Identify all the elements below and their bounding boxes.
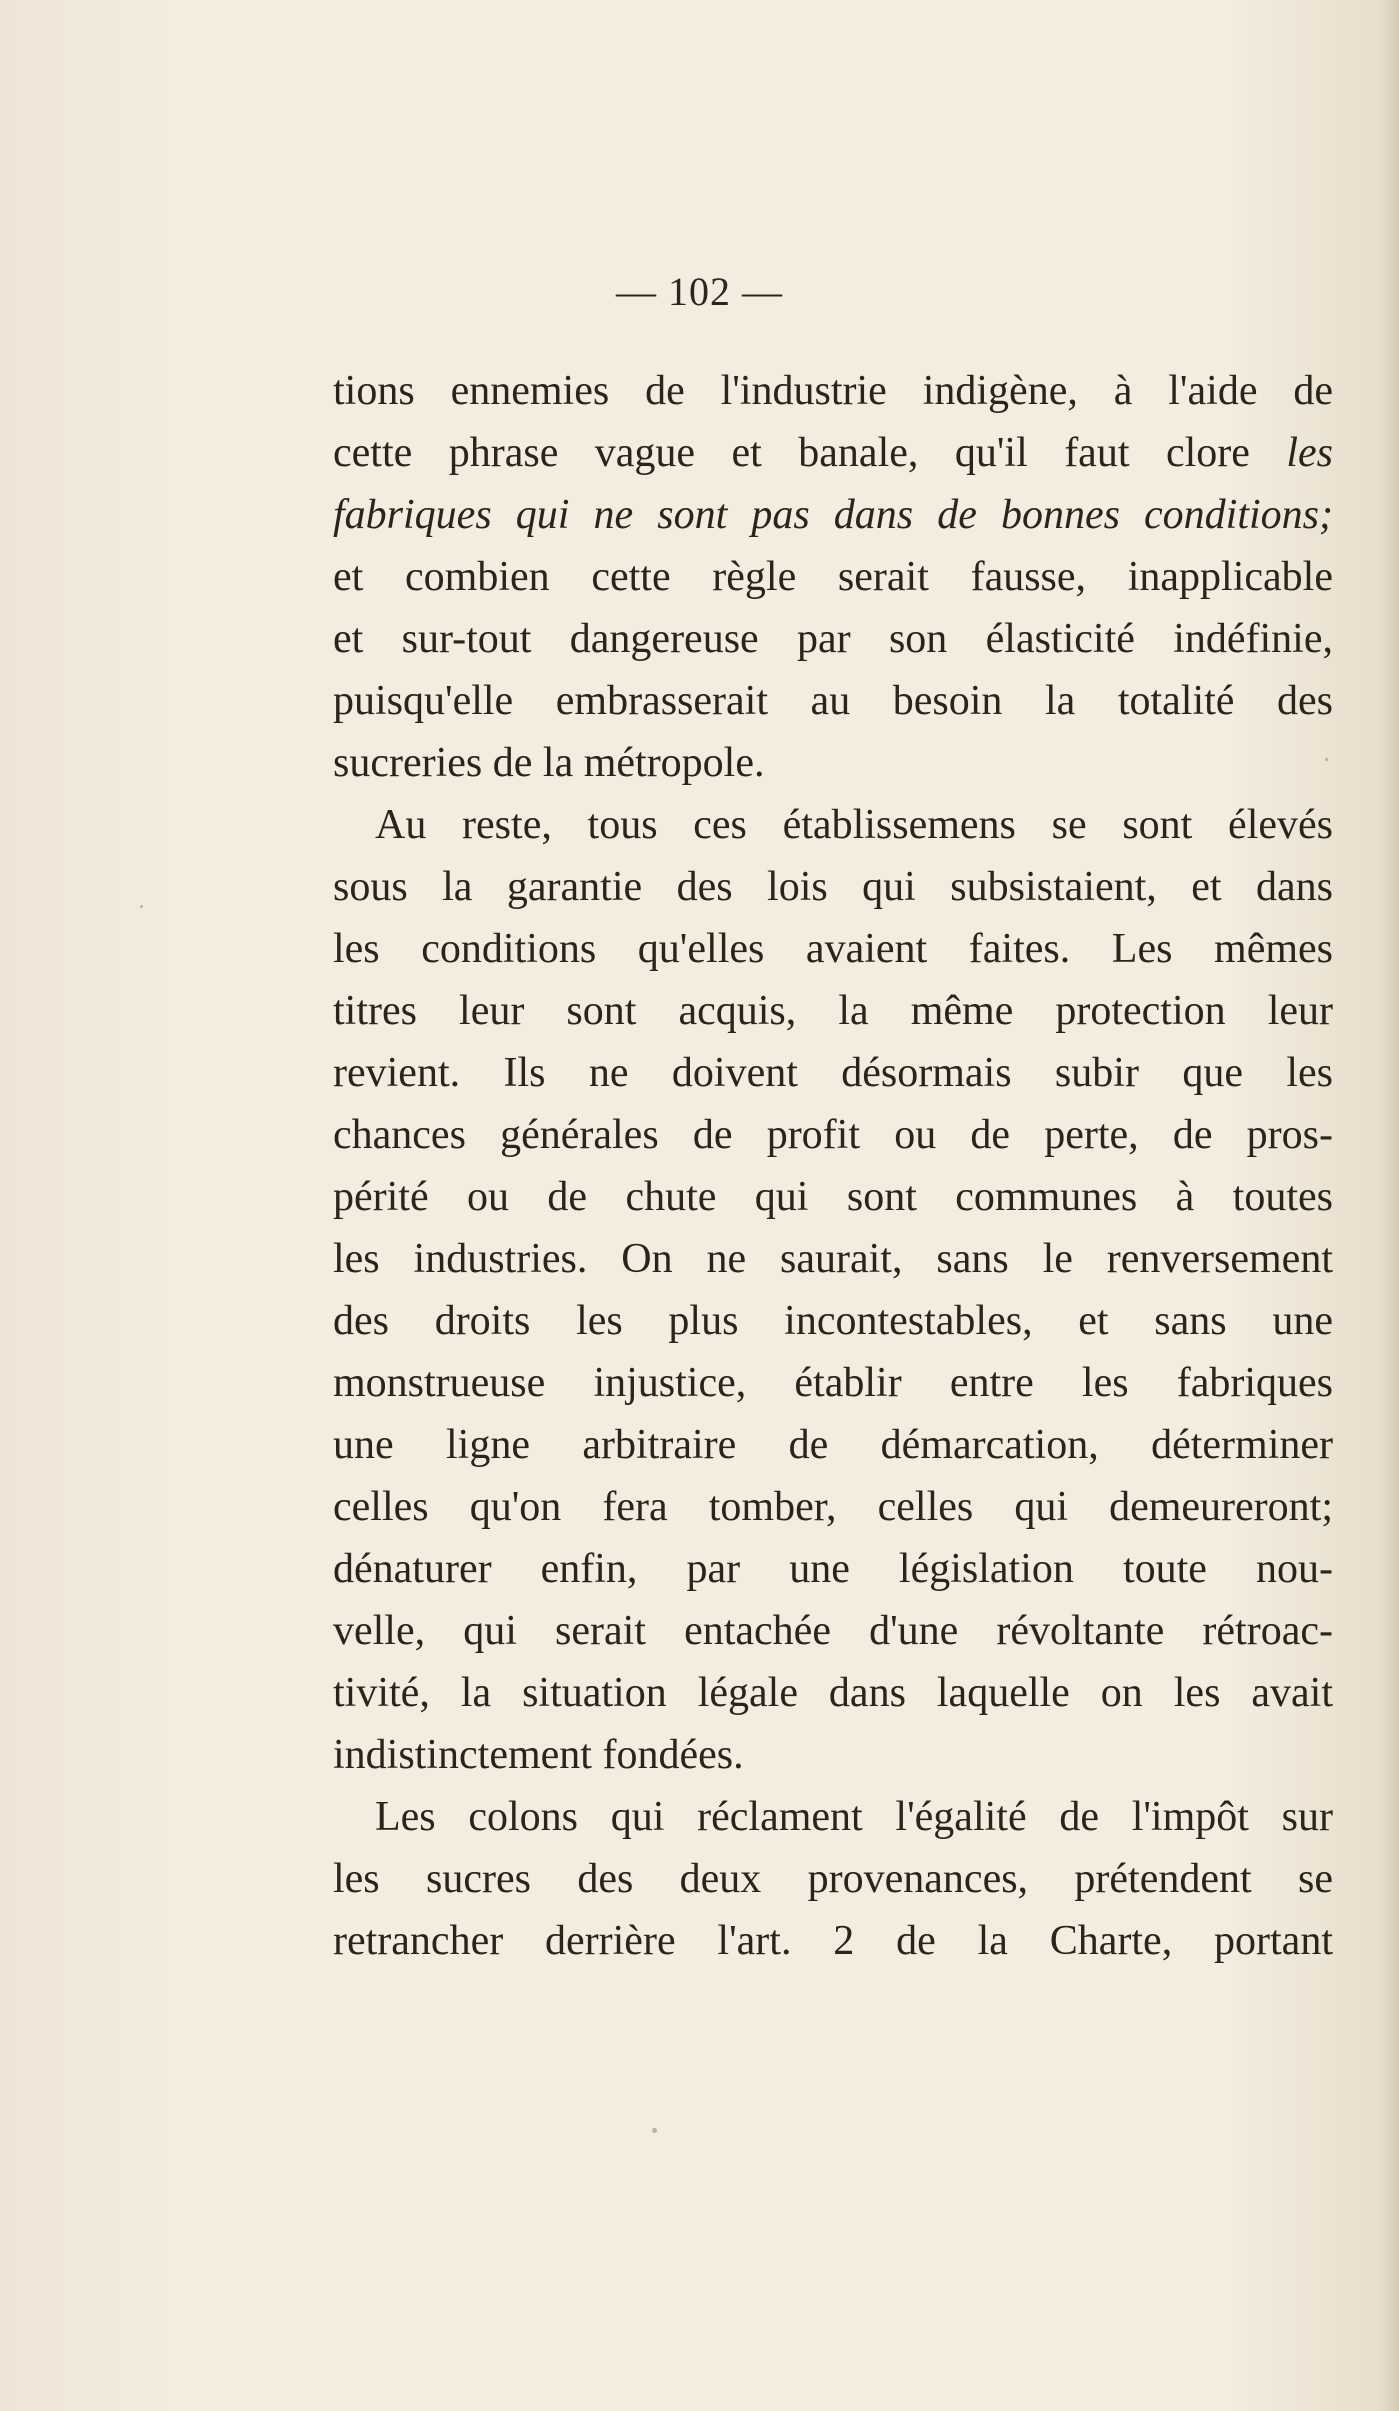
text-line: chances générales de profit ou de perte, de pros- [333, 1112, 1333, 1158]
page-edge-shadow [1381, 0, 1399, 2411]
text-line: indistinctement fondées. [333, 1732, 744, 1778]
page-number: — 102 — [616, 269, 783, 314]
text-line: titres leur sont acquis, la même protection leur [333, 988, 1333, 1034]
text-line: velle, qui serait entachée d'une révoltante rétroac- [333, 1608, 1333, 1654]
text-line: tions ennemies de l'industrie indigène, à l'aide de [333, 368, 1333, 414]
text-line: Les colons qui réclament l'égalité de l'impôt sur [375, 1794, 1333, 1840]
text-line: les conditions qu'elles avaient faites. Les mêmes [333, 926, 1333, 972]
text-fragment: cette phrase vague et banale, qu'il faut clore [333, 430, 1250, 476]
paper-speck [140, 905, 143, 908]
text-line [333, 422, 1333, 484]
text-line: celles qu'on fera tomber, celles qui demeureront; [333, 1484, 1333, 1530]
italic-text: les [1286, 430, 1333, 476]
text-line: tivité, la situation légale dans laquelle on les avait [333, 1670, 1333, 1716]
text-line: une ligne arbitraire de démarcation, déterminer [333, 1422, 1333, 1468]
text-line: périté ou de chute qui sont communes à toutes [333, 1174, 1333, 1220]
paper-speck [1325, 758, 1328, 761]
text-line: les sucres des deux provenances, prétendent se [333, 1856, 1333, 1902]
text-line: Au reste, tous ces établissemens se sont élevés [375, 802, 1333, 848]
body-text [333, 360, 1333, 1972]
text-line: sous la garantie des lois qui subsistaient, et dans [333, 864, 1333, 910]
text-line: retrancher derrière l'art. 2 de la Charte, portant [333, 1918, 1333, 1964]
text-line: et combien cette règle serait fausse, inapplicable [333, 554, 1333, 600]
text-line: puisqu'elle embrasserait au besoin la totalité des [333, 678, 1333, 724]
text-line: monstrueuse injustice, établir entre les fabriques [333, 1360, 1333, 1406]
text-line: sucreries de la métropole. [333, 740, 765, 786]
text-line: des droits les plus incontestables, et sans une [333, 1298, 1333, 1344]
text-line: revient. Ils ne doivent désormais subir que les [333, 1050, 1333, 1096]
paper-speck [652, 2128, 657, 2133]
text-line: les industries. On ne saurait, sans le renversement [333, 1236, 1333, 1282]
text-line: dénaturer enfin, par une législation toute nou- [333, 1546, 1333, 1592]
text-line: et sur-tout dangereuse par son élasticité indéfinie, [333, 616, 1333, 662]
italic-line: fabriques qui ne sont pas dans de bonnes conditions; [333, 492, 1333, 538]
